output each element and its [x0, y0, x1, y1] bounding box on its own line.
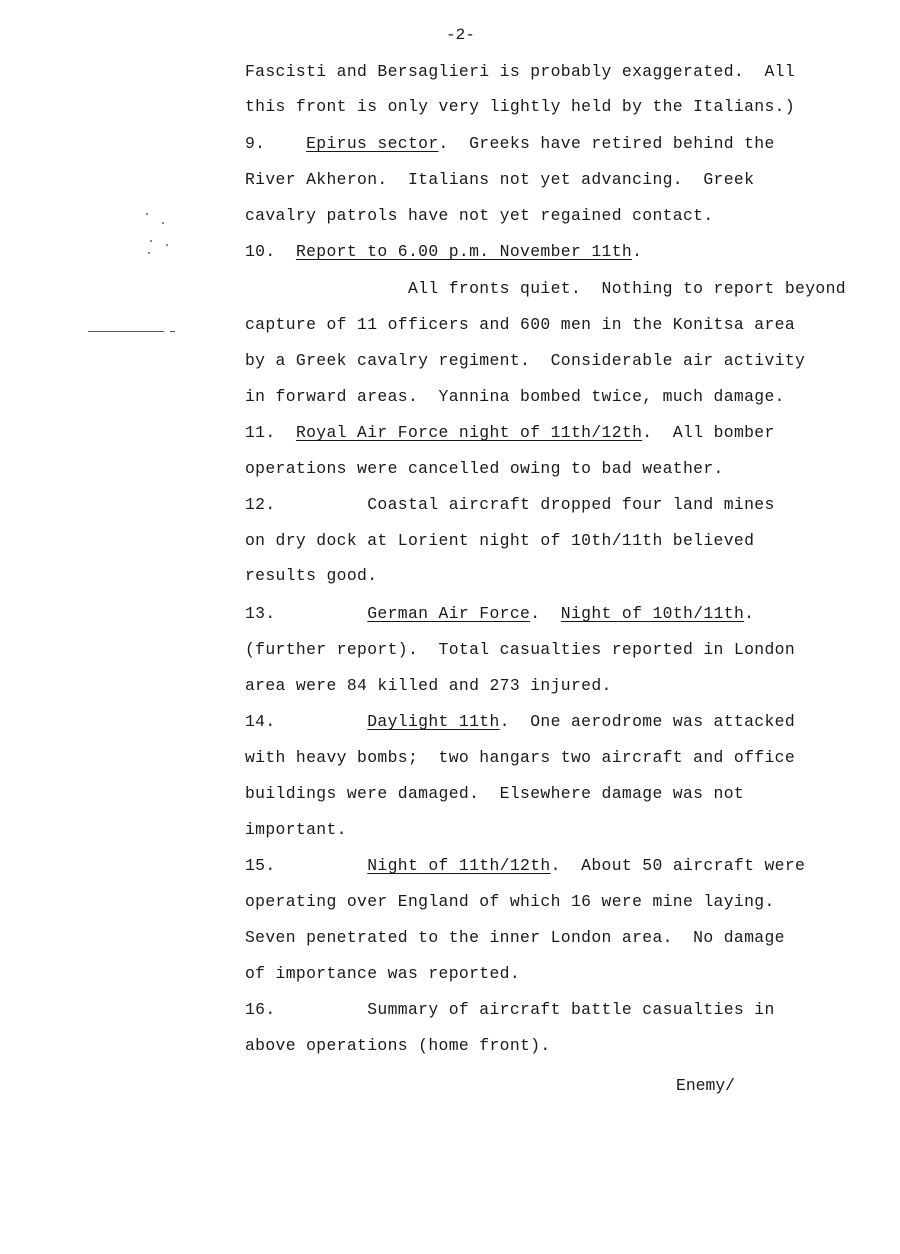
text-line: of importance was reported.	[245, 964, 521, 983]
underlined-heading: Epirus sector	[306, 134, 439, 153]
text-line: on dry dock at Lorient night of 10th/11th believed	[245, 531, 755, 550]
margin-tick	[170, 331, 175, 332]
text-line: Seven penetrated to the inner London area. No damage	[245, 928, 785, 947]
text-line: All fronts quiet. Nothing to report beyond	[245, 279, 846, 298]
underlined-heading: Royal Air Force night of 11th/12th	[295, 423, 643, 442]
margin-speck	[162, 222, 164, 224]
text-line	[245, 134, 775, 154]
text-line: results good.	[245, 566, 378, 585]
text-line: (further report). Total casualties reported in London	[245, 640, 796, 659]
text-line	[245, 423, 775, 443]
text-segment: 13.	[245, 604, 368, 623]
text-line: by a Greek cavalry regiment. Considerable air activity	[245, 351, 806, 370]
margin-speck	[150, 240, 152, 242]
underlined-heading: Report to 6.00 p.m. November 11th	[295, 242, 633, 261]
underlined-heading: Night of 11th/12th	[367, 856, 551, 875]
text-segment: 15.	[245, 856, 368, 875]
text-line: operating over England of which 16 were mine laying.	[245, 892, 775, 911]
underlined-heading: Night of 10th/11th	[560, 604, 745, 623]
text-line: cavalry patrols have not yet regained contact.	[245, 206, 714, 225]
margin-speck	[146, 213, 148, 215]
text-line: this front is only very lightly held by the Italians.)	[245, 97, 796, 116]
text-line	[245, 712, 795, 732]
text-segment: 9.	[245, 134, 307, 153]
text-segment: . About 50 aircraft were	[550, 856, 806, 875]
text-segment: . All bomber	[642, 423, 775, 442]
text-segment: . One aerodrome was attacked	[499, 712, 796, 731]
catchword: Enemy/	[676, 1076, 736, 1095]
text-line: in forward areas. Yannina bombed twice, much damage.	[245, 387, 785, 406]
text-line: 16. Summary of aircraft battle casualties in	[245, 1000, 775, 1019]
text-line: Fascisti and Bersaglieri is probably exaggerated. All	[245, 62, 796, 81]
underlined-heading: Daylight 11th	[367, 712, 500, 731]
text-line: capture of 11 officers and 600 men in the Konitsa area	[245, 315, 796, 334]
text-line: with heavy bombs; two hangars two aircraft and office	[245, 748, 796, 767]
text-line	[245, 856, 805, 876]
page-number: -2-	[446, 26, 475, 44]
margin-rule	[88, 331, 164, 332]
text-segment: 14.	[245, 712, 368, 731]
text-line: River Akheron. Italians not yet advancing. Greek	[245, 170, 755, 189]
margin-speck	[166, 244, 168, 246]
text-line	[245, 242, 642, 262]
underlined-heading: German Air Force	[367, 604, 531, 623]
text-line	[245, 604, 754, 624]
text-segment: .	[632, 242, 643, 261]
text-segment: . Greeks have retired behind the	[438, 134, 775, 153]
margin-speck	[148, 252, 150, 254]
text-segment: 11.	[245, 423, 296, 442]
text-segment: .	[744, 604, 755, 623]
text-line: area were 84 killed and 273 injured.	[245, 676, 612, 695]
text-segment: 10.	[245, 242, 296, 261]
text-line: 12. Coastal aircraft dropped four land mines	[245, 495, 775, 514]
text-segment: .	[530, 604, 561, 623]
text-line: above operations (home front).	[245, 1036, 551, 1055]
text-line: important.	[245, 820, 347, 839]
text-line: operations were cancelled owing to bad weather.	[245, 459, 724, 478]
text-line: buildings were damaged. Elsewhere damage was not	[245, 784, 745, 803]
